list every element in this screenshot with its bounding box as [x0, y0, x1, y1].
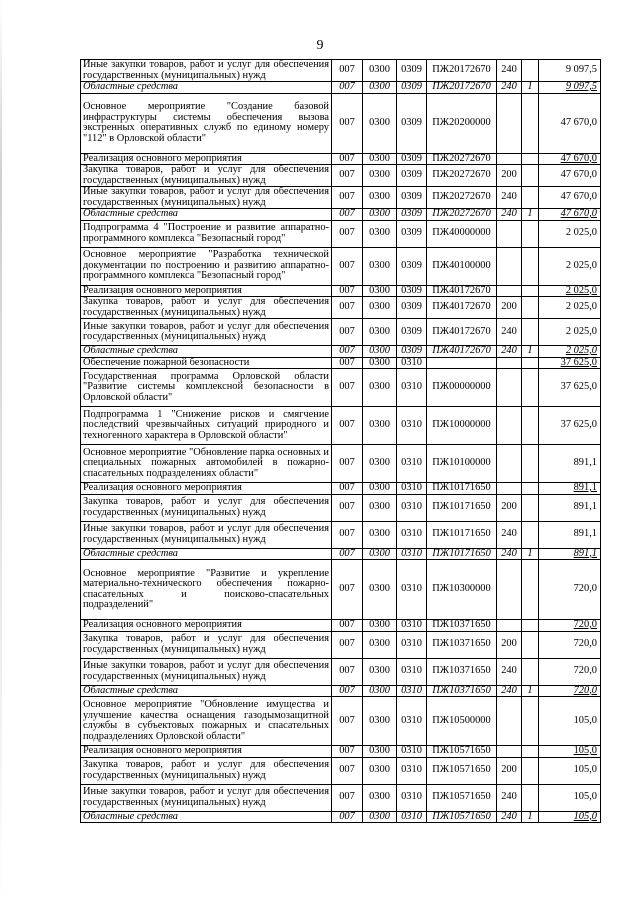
- amount-cell: 720,0: [539, 685, 601, 697]
- admin-code-cell: 007: [332, 811, 363, 823]
- funding-source-cell: 1: [522, 685, 539, 697]
- row-name-cell: Реализация основного мероприятия: [81, 153, 332, 165]
- section-code-cell: 0300: [363, 297, 397, 319]
- row-name-cell: Реализация основного мероприятия: [81, 285, 332, 297]
- target-article-cell: ПЖ10500000: [427, 697, 497, 746]
- admin-code-cell: 007: [332, 153, 363, 165]
- row-name-cell: Иные закупки товаров, работ и услуг для обеспечения государственных (муниципальных) нужд: [81, 521, 332, 548]
- funding-source-cell: [522, 297, 539, 319]
- funding-source-cell: [522, 658, 539, 685]
- admin-code-cell: 007: [332, 297, 363, 319]
- subsection-code-cell: 0310: [397, 620, 427, 632]
- target-article-cell: ПЖ20272670: [427, 165, 497, 187]
- admin-code-cell: 007: [332, 445, 363, 483]
- subsection-code-cell: 0310: [397, 784, 427, 811]
- subsection-code-cell: 0310: [397, 548, 427, 560]
- funding-source-cell: [522, 757, 539, 784]
- expense-type-cell: [497, 369, 522, 407]
- row-name-cell: Основное мероприятие "Разработка технической документации по построению и развитию аппаратно-программного комплекса "Безопасный город": [81, 247, 332, 285]
- row-name-cell: Подпрограмма 1 "Снижение рисков и смягчение последствий чрезвычайных ситуаций природного и техногенного характера в Орловской области": [81, 407, 332, 445]
- subsection-code-cell: 0310: [397, 631, 427, 658]
- target-article-cell: ПЖ10371650: [427, 685, 497, 697]
- subsection-code-cell: 0309: [397, 187, 427, 209]
- target-article-cell: ПЖ10571650: [427, 757, 497, 784]
- expense-type-cell: [497, 93, 522, 153]
- subsection-code-cell: 0310: [397, 757, 427, 784]
- section-code-cell: 0300: [363, 697, 397, 746]
- funding-source-cell: 1: [522, 811, 539, 823]
- section-code-cell: 0300: [363, 60, 397, 82]
- admin-code-cell: 007: [332, 165, 363, 187]
- expense-type-cell: [497, 285, 522, 297]
- amount-cell: 720,0: [539, 560, 601, 620]
- admin-code-cell: 007: [332, 93, 363, 153]
- subsection-code-cell: 0310: [397, 494, 427, 521]
- row-name-cell: Закупка товаров, работ и услуг для обеспечения государственных (муниципальных) нужд: [81, 631, 332, 658]
- funding-source-cell: [522, 60, 539, 82]
- section-code-cell: 0300: [363, 187, 397, 209]
- admin-code-cell: 007: [332, 407, 363, 445]
- subsection-code-cell: 0310: [397, 746, 427, 758]
- expense-type-cell: [497, 220, 522, 247]
- row-name-cell: Подпрограмма 4 "Построение и развитие аппаратно-программного комплекса "Безопасный город": [81, 220, 332, 247]
- funding-source-cell: [522, 560, 539, 620]
- expense-type-cell: 240: [497, 346, 522, 358]
- target-article-cell: ПЖ10371650: [427, 631, 497, 658]
- amount-cell: 891,1: [539, 521, 601, 548]
- table-row: [81, 165, 601, 187]
- expense-type-cell: [497, 483, 522, 495]
- section-code-cell: 0300: [363, 93, 397, 153]
- table-row: [81, 685, 601, 697]
- funding-source-cell: [522, 285, 539, 297]
- table-row: [81, 483, 601, 495]
- target-article-cell: ПЖ40172670: [427, 285, 497, 297]
- table-row: [81, 560, 601, 620]
- table-row: [81, 445, 601, 483]
- subsection-code-cell: 0309: [397, 93, 427, 153]
- table-row: [81, 357, 601, 369]
- row-name-cell: Закупка товаров, работ и услуг для обеспечения государственных (муниципальных) нужд: [81, 757, 332, 784]
- row-name-cell: Областные средства: [81, 811, 332, 823]
- target-article-cell: ПЖ00000000: [427, 369, 497, 407]
- table-body: [81, 60, 601, 823]
- page-number: 9: [316, 38, 324, 53]
- admin-code-cell: 007: [332, 784, 363, 811]
- subsection-code-cell: 0309: [397, 297, 427, 319]
- table-row: [81, 757, 601, 784]
- expense-type-cell: 240: [497, 209, 522, 221]
- section-code-cell: 0300: [363, 82, 397, 94]
- target-article-cell: ПЖ10571650: [427, 811, 497, 823]
- funding-source-cell: 1: [522, 82, 539, 94]
- row-name-cell: Реализация основного мероприятия: [81, 746, 332, 758]
- amount-cell: 720,0: [539, 631, 601, 658]
- table-row: [81, 494, 601, 521]
- admin-code-cell: 007: [332, 60, 363, 82]
- funding-source-cell: [522, 319, 539, 346]
- section-code-cell: 0300: [363, 521, 397, 548]
- target-article-cell: ПЖ40172670: [427, 297, 497, 319]
- subsection-code-cell: 0309: [397, 82, 427, 94]
- amount-cell: 9 097,5: [539, 60, 601, 82]
- admin-code-cell: 007: [332, 685, 363, 697]
- target-article-cell: ПЖ10171650: [427, 483, 497, 495]
- expense-type-cell: 200: [497, 297, 522, 319]
- target-article-cell: ПЖ10171650: [427, 548, 497, 560]
- row-name-cell: Иные закупки товаров, работ и услуг для обеспечения государственных (муниципальных) нужд: [81, 60, 332, 82]
- amount-cell: 891,1: [539, 494, 601, 521]
- expense-type-cell: [497, 746, 522, 758]
- subsection-code-cell: 0310: [397, 811, 427, 823]
- section-code-cell: 0300: [363, 620, 397, 632]
- target-article-cell: ПЖ10300000: [427, 560, 497, 620]
- expense-type-cell: [497, 247, 522, 285]
- funding-source-cell: [522, 620, 539, 632]
- admin-code-cell: 007: [332, 346, 363, 358]
- section-code-cell: 0300: [363, 445, 397, 483]
- subsection-code-cell: 0310: [397, 697, 427, 746]
- row-name-cell: Закупка товаров, работ и услуг для обеспечения государственных (муниципальных) нужд: [81, 165, 332, 187]
- row-name-cell: Реализация основного мероприятия: [81, 483, 332, 495]
- table-row: [81, 93, 601, 153]
- section-code-cell: 0300: [363, 494, 397, 521]
- funding-source-cell: [522, 93, 539, 153]
- section-code-cell: 0300: [363, 357, 397, 369]
- amount-cell: 9 097,5: [539, 82, 601, 94]
- subsection-code-cell: 0310: [397, 357, 427, 369]
- table-row: [81, 60, 601, 82]
- target-article-cell: ПЖ20272670: [427, 209, 497, 221]
- subsection-code-cell: 0309: [397, 247, 427, 285]
- expense-type-cell: 200: [497, 494, 522, 521]
- amount-cell: 891,1: [539, 445, 601, 483]
- funding-source-cell: [522, 220, 539, 247]
- table-row: [81, 220, 601, 247]
- table-row: [81, 153, 601, 165]
- row-name-cell: Государственная программа Орловской области "Развитие системы комплексной безопасности в Орловской области": [81, 369, 332, 407]
- expense-type-cell: 200: [497, 631, 522, 658]
- expense-type-cell: 200: [497, 757, 522, 784]
- subsection-code-cell: 0309: [397, 60, 427, 82]
- amount-cell: 105,0: [539, 811, 601, 823]
- funding-source-cell: [522, 784, 539, 811]
- table-row: [81, 548, 601, 560]
- funding-source-cell: [522, 407, 539, 445]
- funding-source-cell: [522, 521, 539, 548]
- admin-code-cell: 007: [332, 82, 363, 94]
- table-row: [81, 369, 601, 407]
- table-row: [81, 319, 601, 346]
- amount-cell: 2 025,0: [539, 319, 601, 346]
- section-code-cell: 0300: [363, 220, 397, 247]
- amount-cell: 720,0: [539, 620, 601, 632]
- amount-cell: 891,1: [539, 483, 601, 495]
- section-code-cell: 0300: [363, 811, 397, 823]
- amount-cell: 2 025,0: [539, 297, 601, 319]
- section-code-cell: 0300: [363, 346, 397, 358]
- funding-source-cell: [522, 165, 539, 187]
- subsection-code-cell: 0310: [397, 521, 427, 548]
- target-article-cell: ПЖ20172670: [427, 60, 497, 82]
- scan-edge-shadow: [0, 0, 2, 905]
- section-code-cell: 0300: [363, 757, 397, 784]
- table-row: [81, 521, 601, 548]
- table-row: [81, 697, 601, 746]
- amount-cell: 720,0: [539, 658, 601, 685]
- subsection-code-cell: 0309: [397, 165, 427, 187]
- amount-cell: 2 025,0: [539, 346, 601, 358]
- admin-code-cell: 007: [332, 494, 363, 521]
- admin-code-cell: 007: [332, 697, 363, 746]
- target-article-cell: [427, 357, 497, 369]
- expense-type-cell: 240: [497, 658, 522, 685]
- subsection-code-cell: 0310: [397, 483, 427, 495]
- admin-code-cell: 007: [332, 357, 363, 369]
- expense-type-cell: 240: [497, 685, 522, 697]
- expense-type-cell: 240: [497, 319, 522, 346]
- table-row: [81, 297, 601, 319]
- target-article-cell: ПЖ20172670: [427, 82, 497, 94]
- subsection-code-cell: 0309: [397, 319, 427, 346]
- section-code-cell: 0300: [363, 746, 397, 758]
- funding-source-cell: [522, 697, 539, 746]
- table-row: [81, 209, 601, 221]
- expense-type-cell: 240: [497, 82, 522, 94]
- amount-cell: 47 670,0: [539, 153, 601, 165]
- table-row: [81, 247, 601, 285]
- amount-cell: 47 670,0: [539, 209, 601, 221]
- amount-cell: 105,0: [539, 746, 601, 758]
- admin-code-cell: 007: [332, 757, 363, 784]
- funding-source-cell: 1: [522, 548, 539, 560]
- row-name-cell: Закупка товаров, работ и услуг для обеспечения государственных (муниципальных) нужд: [81, 494, 332, 521]
- table-row: [81, 811, 601, 823]
- admin-code-cell: 007: [332, 658, 363, 685]
- amount-cell: 47 670,0: [539, 165, 601, 187]
- row-name-cell: Иные закупки товаров, работ и услуг для обеспечения государственных (муниципальных) нужд: [81, 658, 332, 685]
- amount-cell: 37 625,0: [539, 369, 601, 407]
- admin-code-cell: 007: [332, 187, 363, 209]
- target-article-cell: ПЖ10171650: [427, 521, 497, 548]
- admin-code-cell: 007: [332, 209, 363, 221]
- row-name-cell: Основное мероприятие "Развитие и укрепление материально-технического обеспечения пожарно-спасательных и поисково-спасательных подразделений": [81, 560, 332, 620]
- section-code-cell: 0300: [363, 209, 397, 221]
- row-name-cell: Реализация основного мероприятия: [81, 620, 332, 632]
- funding-source-cell: [522, 746, 539, 758]
- admin-code-cell: 007: [332, 220, 363, 247]
- row-name-cell: Иные закупки товаров, работ и услуг для обеспечения государственных (муниципальных) нужд: [81, 319, 332, 346]
- amount-cell: 105,0: [539, 757, 601, 784]
- target-article-cell: ПЖ40172670: [427, 346, 497, 358]
- subsection-code-cell: 0310: [397, 560, 427, 620]
- subsection-code-cell: 0309: [397, 153, 427, 165]
- subsection-code-cell: 0310: [397, 445, 427, 483]
- target-article-cell: ПЖ20200000: [427, 93, 497, 153]
- admin-code-cell: 007: [332, 247, 363, 285]
- subsection-code-cell: 0309: [397, 285, 427, 297]
- admin-code-cell: 007: [332, 369, 363, 407]
- expense-type-cell: 240: [497, 187, 522, 209]
- row-name-cell: Иные закупки товаров, работ и услуг для обеспечения государственных (муниципальных) нужд: [81, 187, 332, 209]
- expense-type-cell: [497, 153, 522, 165]
- funding-source-cell: [522, 153, 539, 165]
- amount-cell: 37 625,0: [539, 407, 601, 445]
- row-name-cell: Иные закупки товаров, работ и услуг для обеспечения государственных (муниципальных) нужд: [81, 784, 332, 811]
- expense-type-cell: 240: [497, 548, 522, 560]
- section-code-cell: 0300: [363, 483, 397, 495]
- target-article-cell: ПЖ20272670: [427, 187, 497, 209]
- subsection-code-cell: 0310: [397, 407, 427, 445]
- amount-cell: 47 670,0: [539, 93, 601, 153]
- admin-code-cell: 007: [332, 285, 363, 297]
- row-name-cell: Областные средства: [81, 685, 332, 697]
- target-article-cell: ПЖ10000000: [427, 407, 497, 445]
- table-row: [81, 407, 601, 445]
- funding-source-cell: [522, 445, 539, 483]
- section-code-cell: 0300: [363, 658, 397, 685]
- admin-code-cell: 007: [332, 560, 363, 620]
- table-row: [81, 620, 601, 632]
- amount-cell: 37 625,0: [539, 357, 601, 369]
- subsection-code-cell: 0310: [397, 685, 427, 697]
- admin-code-cell: 007: [332, 483, 363, 495]
- expense-type-cell: [497, 560, 522, 620]
- section-code-cell: 0300: [363, 784, 397, 811]
- funding-source-cell: [522, 187, 539, 209]
- expense-type-cell: [497, 407, 522, 445]
- target-article-cell: ПЖ10571650: [427, 746, 497, 758]
- expense-type-cell: [497, 697, 522, 746]
- funding-source-cell: [522, 494, 539, 521]
- section-code-cell: 0300: [363, 319, 397, 346]
- section-code-cell: 0300: [363, 285, 397, 297]
- subsection-code-cell: 0309: [397, 220, 427, 247]
- table-row: [81, 631, 601, 658]
- funding-source-cell: [522, 247, 539, 285]
- admin-code-cell: 007: [332, 746, 363, 758]
- amount-cell: 2 025,0: [539, 285, 601, 297]
- subsection-code-cell: 0310: [397, 369, 427, 407]
- target-article-cell: ПЖ10371650: [427, 620, 497, 632]
- admin-code-cell: 007: [332, 319, 363, 346]
- admin-code-cell: 007: [332, 521, 363, 548]
- subsection-code-cell: 0309: [397, 346, 427, 358]
- expense-type-cell: 240: [497, 521, 522, 548]
- expense-type-cell: [497, 357, 522, 369]
- funding-source-cell: [522, 369, 539, 407]
- funding-source-cell: 1: [522, 346, 539, 358]
- section-code-cell: 0300: [363, 165, 397, 187]
- admin-code-cell: 007: [332, 631, 363, 658]
- amount-cell: 105,0: [539, 697, 601, 746]
- funding-source-cell: [522, 631, 539, 658]
- row-name-cell: Основное мероприятие "Создание базовой инфраструктуры системы обеспечения вызова экстренных оперативных служб по единому номеру "112" в Орловской области": [81, 93, 332, 153]
- row-name-cell: Основное мероприятие "Обновление имущества и улучшение качества оснащения газодымозащитной службы в субъектовых пожарных и спасательных подразделениях Орловской области": [81, 697, 332, 746]
- table-row: [81, 82, 601, 94]
- target-article-cell: ПЖ40172670: [427, 319, 497, 346]
- table-row: [81, 658, 601, 685]
- section-code-cell: 0300: [363, 560, 397, 620]
- row-name-cell: Обеспечение пожарной безопасности: [81, 357, 332, 369]
- section-code-cell: 0300: [363, 153, 397, 165]
- row-name-cell: Областные средства: [81, 346, 332, 358]
- target-article-cell: ПЖ10571650: [427, 784, 497, 811]
- target-article-cell: ПЖ40100000: [427, 247, 497, 285]
- table-row: [81, 285, 601, 297]
- target-article-cell: ПЖ10371650: [427, 658, 497, 685]
- amount-cell: 2 025,0: [539, 247, 601, 285]
- row-name-cell: Областные средства: [81, 548, 332, 560]
- target-article-cell: ПЖ40000000: [427, 220, 497, 247]
- admin-code-cell: 007: [332, 548, 363, 560]
- row-name-cell: Областные средства: [81, 209, 332, 221]
- section-code-cell: 0300: [363, 631, 397, 658]
- table-row: [81, 346, 601, 358]
- table-row: [81, 746, 601, 758]
- section-code-cell: 0300: [363, 548, 397, 560]
- amount-cell: 105,0: [539, 784, 601, 811]
- table-row: [81, 784, 601, 811]
- table-row: [81, 187, 601, 209]
- budget-table: [80, 59, 601, 823]
- expense-type-cell: 240: [497, 784, 522, 811]
- expense-type-cell: [497, 620, 522, 632]
- target-article-cell: ПЖ10171650: [427, 494, 497, 521]
- admin-code-cell: 007: [332, 620, 363, 632]
- subsection-code-cell: 0309: [397, 209, 427, 221]
- row-name-cell: Основное мероприятие "Обновление парка основных и специальных пожарных автомобилей в пожарно-спасательных подразделениях области": [81, 445, 332, 483]
- expense-type-cell: 240: [497, 60, 522, 82]
- section-code-cell: 0300: [363, 247, 397, 285]
- target-article-cell: ПЖ20272670: [427, 153, 497, 165]
- funding-source-cell: [522, 483, 539, 495]
- funding-source-cell: [522, 357, 539, 369]
- expense-type-cell: 240: [497, 811, 522, 823]
- row-name-cell: Закупка товаров, работ и услуг для обеспечения государственных (муниципальных) нужд: [81, 297, 332, 319]
- expense-type-cell: 200: [497, 165, 522, 187]
- expense-type-cell: [497, 445, 522, 483]
- subsection-code-cell: 0310: [397, 658, 427, 685]
- row-name-cell: Областные средства: [81, 82, 332, 94]
- funding-source-cell: 1: [522, 209, 539, 221]
- amount-cell: 47 670,0: [539, 187, 601, 209]
- amount-cell: 891,1: [539, 548, 601, 560]
- amount-cell: 2 025,0: [539, 220, 601, 247]
- section-code-cell: 0300: [363, 369, 397, 407]
- section-code-cell: 0300: [363, 685, 397, 697]
- target-article-cell: ПЖ10100000: [427, 445, 497, 483]
- section-code-cell: 0300: [363, 407, 397, 445]
